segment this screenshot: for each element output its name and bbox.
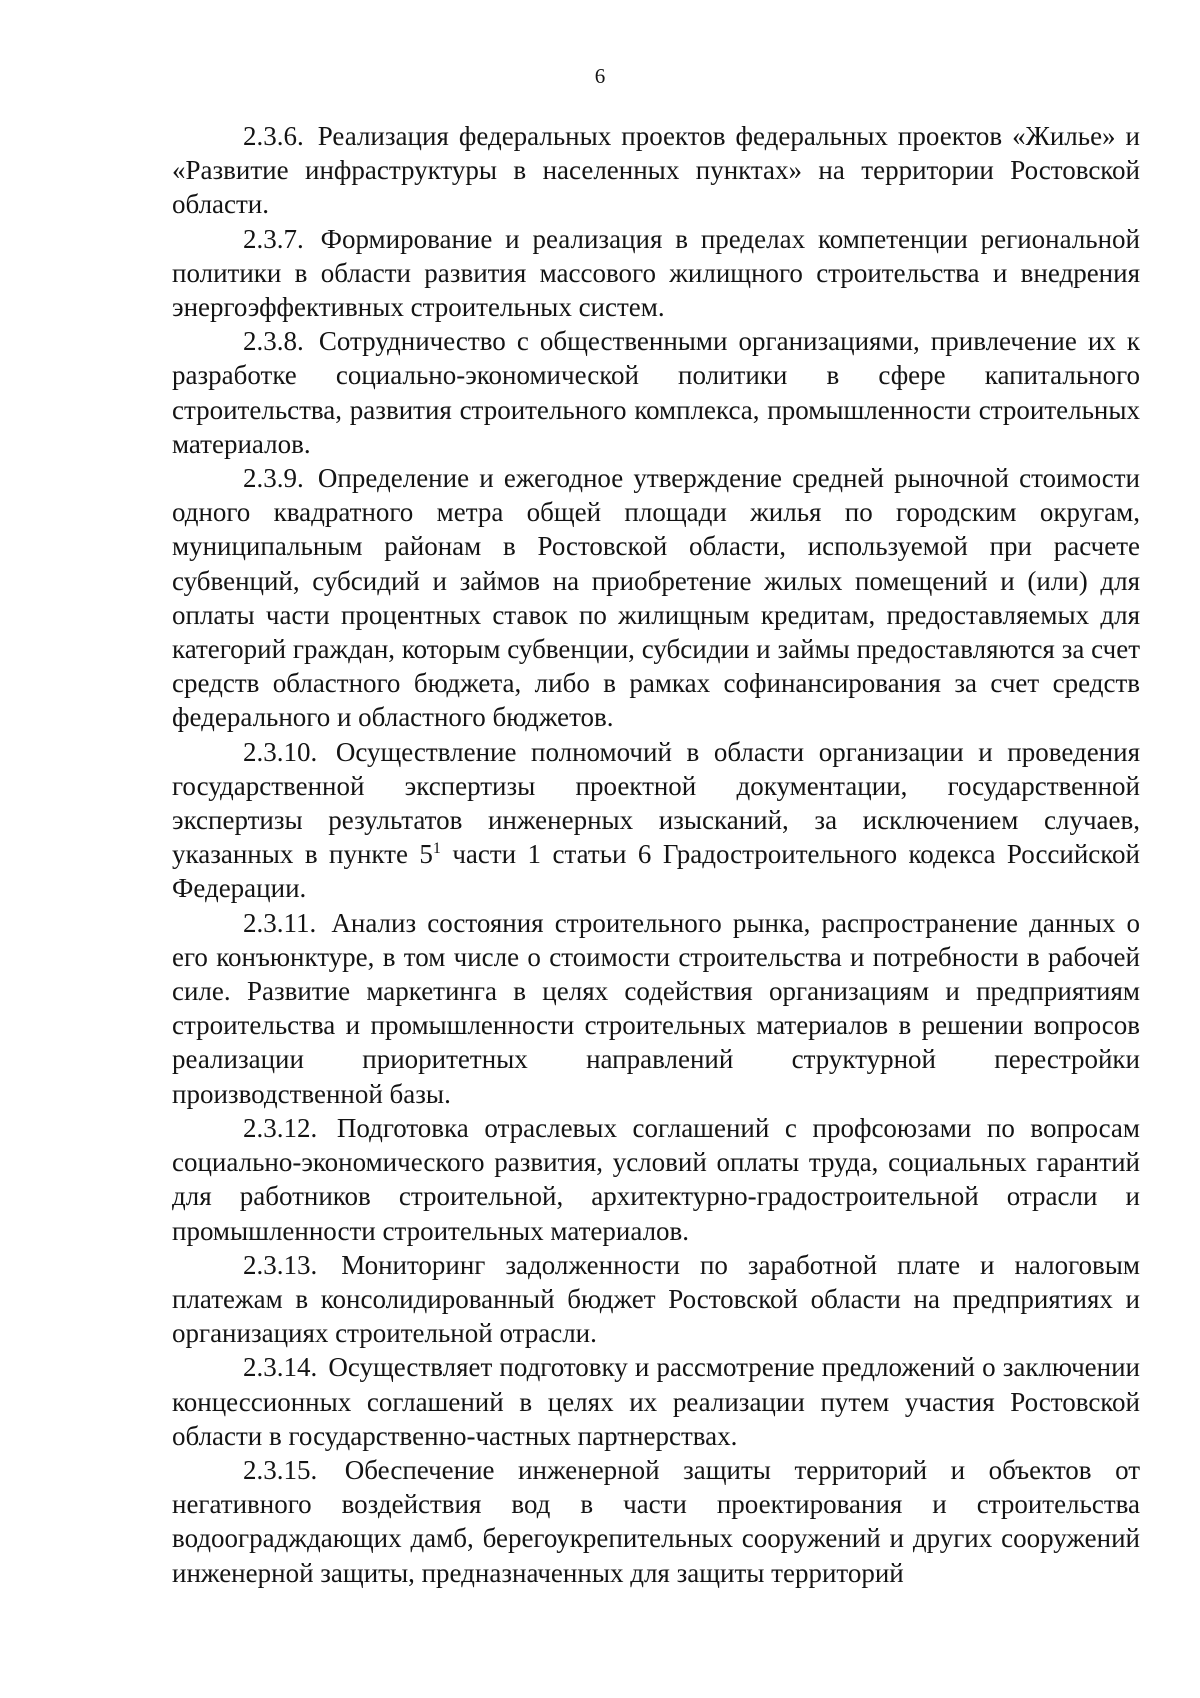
page-number: 6 — [594, 64, 606, 88]
paragraph-number: 2.3.13. — [243, 1249, 318, 1280]
paragraph-text: Осуществляет подготовку и рассмотрение предложений о заключении концессионных соглашений в целях их реализации путем участия Ростовской области в государственно-частных партнерствах. — [172, 1352, 1140, 1451]
paragraph-2-3-9 — [172, 461, 1140, 735]
paragraph-2-3-11 — [172, 906, 1140, 1111]
paragraph-text: Обеспечение инженерной защиты территорий и объектов от негативного воздействия вод в части проектирования и строительства водооградждающих дамб, берегоукрепительных сооружений и других сооружений инженерной защиты, предназначенных для защиты территорий — [172, 1454, 1141, 1588]
paragraph-text: Осуществление полномочий в области организации и проведения государственной экспертизы проектной документации, государственной экспертизы результатов инженерных изысканий, за исключением случаев, указанных в пункте 5 — [172, 736, 1141, 870]
paragraph-text-continued: части 1 статьи 6 Градостроительного кодекса Российской Федерации. — [172, 839, 1140, 904]
paragraph-number: 2.3.14. — [243, 1352, 318, 1383]
paragraph-number: 2.3.6. — [243, 121, 304, 151]
paragraph-2-3-7 — [172, 222, 1140, 325]
paragraph-number: 2.3.7. — [243, 223, 304, 254]
paragraph-2-3-14 — [172, 1350, 1140, 1453]
paragraph-2-3-13 — [172, 1248, 1140, 1351]
paragraph-2-3-8 — [172, 324, 1140, 461]
paragraph-text: Подготовка отраслевых соглашений с профсоюзами по вопросам социально-экономического развития, условий оплаты труда, социальных гарантий для работников строительной, архитектурно-градостроительной отрасли и промышленности строительных материалов. — [172, 1112, 1141, 1246]
paragraph-number: 2.3.9. — [243, 463, 304, 494]
superscript-footnote: 1 — [432, 840, 441, 858]
paragraph-text: Сотрудничество с общественными организациями, привлечение их к разработке социально-экономической политики в сфере капитального строительства, развития строительного комплекса, промышленности строительных материалов. — [172, 326, 1141, 459]
paragraph-text: Определение и ежегодное утверждение средней рыночной стоимости одного квадратного метра общей площади жилья по городским округам, муниципальным районам в Ростовской области, используемой при расчете субвенций, субсидий и займов на приобретение жилых помещений и (или) для оплаты части процентных ставок по жилищным кредитам, предоставляемых для категорий граждан, которым субвенции, субсидии и займы предоставляются за счет средств областного бюджета, либо в рамках софинансирования за счет средств федерального и областного бюджетов. — [172, 463, 1141, 733]
paragraph-text: Мониторинг задолженности по заработной плате и налоговым платежам в консолидированный бюджет Ростовской области на предприятиях и организациях строительной отрасли. — [172, 1249, 1140, 1349]
paragraph-number: 2.3.10. — [243, 736, 318, 767]
paragraph-text: Анализ состояния строительного рынка, распространение данных о его конъюнктуре, в том числе о стоимости строительства и потребности в рабочей силе. Развитие маркетинга в целях содействия организациям и предприятиям строительства и промышленности строительных материалов в решении вопросов реализации приоритетных направлений структурной перестройки производственной базы. — [172, 907, 1141, 1109]
paragraph-2-3-10 — [172, 735, 1140, 906]
paragraph-text: Реализация федеральных проектов федеральных проектов «Жилье» и «Развитие инфраструктуры в населенных пунктах» на территории Ростовской области. — [172, 121, 1140, 220]
paragraph-number: 2.3.11. — [243, 907, 317, 938]
paragraph-number: 2.3.8. — [243, 326, 304, 357]
document-body — [172, 119, 1140, 1590]
paragraph-text: Формирование и реализация в пределах компетенции региональной политики в области развития массового жилищного строительства и внедрения энергоэффективных строительных систем. — [172, 223, 1141, 323]
paragraph-number: 2.3.15. — [243, 1454, 318, 1485]
paragraph-2-3-15 — [172, 1453, 1140, 1590]
paragraph-2-3-12 — [172, 1111, 1140, 1248]
paragraph-2-3-6 — [172, 119, 1140, 222]
paragraph-number: 2.3.12. — [243, 1112, 318, 1143]
